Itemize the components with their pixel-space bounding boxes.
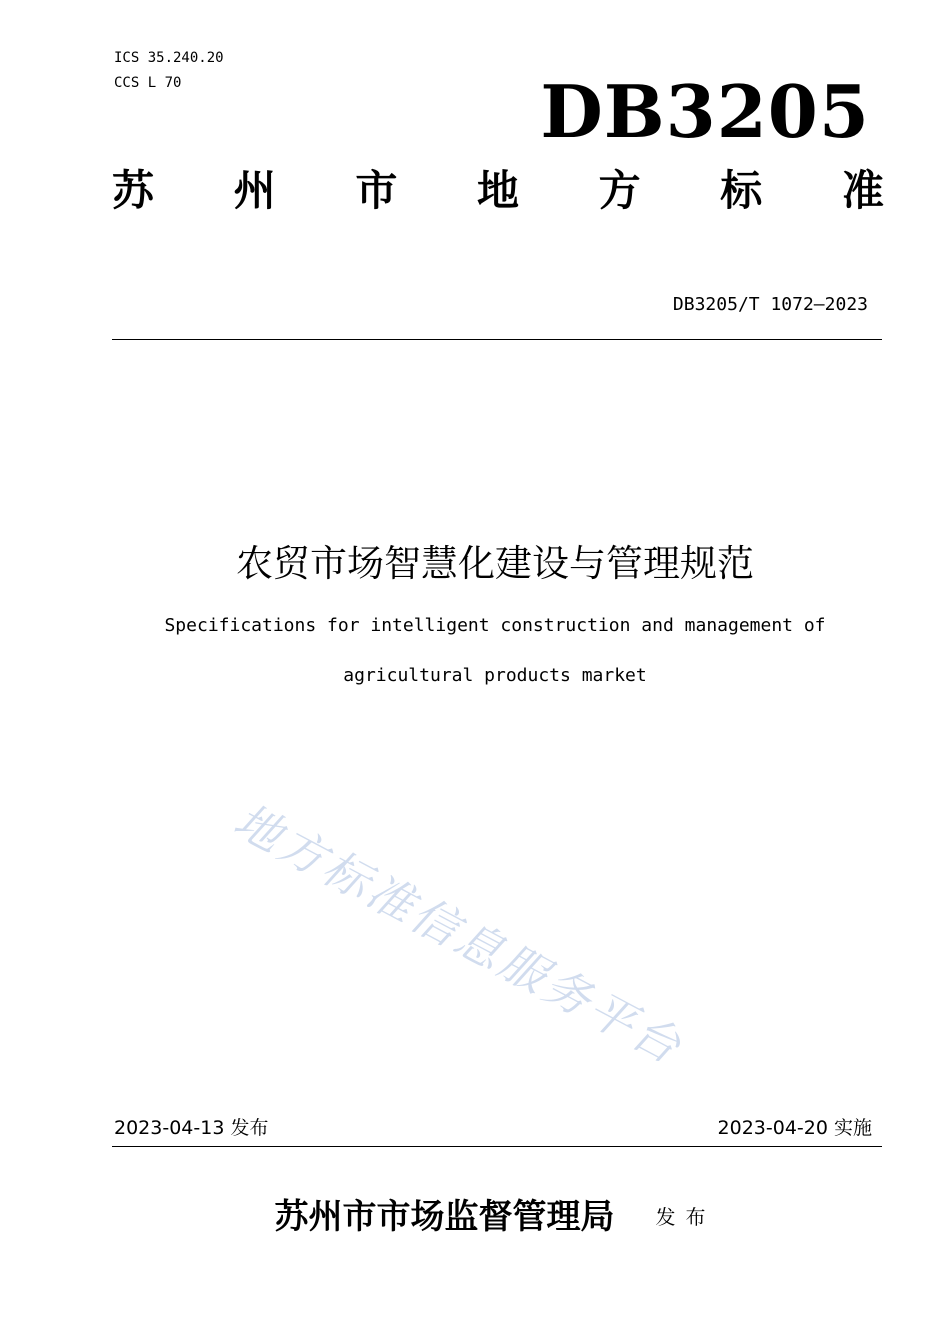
ccs-code: CCS L 70	[114, 75, 182, 91]
standard-type-heading	[112, 164, 884, 218]
watermark: 地方标准信息服务平台	[225, 792, 693, 1076]
top-divider	[112, 339, 882, 340]
implementation-date: 2023-04-20 实施	[717, 1117, 872, 1139]
issuer-row	[0, 1194, 950, 1240]
standard-code-logo: DB3205	[540, 69, 870, 154]
title-english-line-1: Specifications for intelligent construction and management of	[164, 615, 826, 636]
standard-type-char: 苏	[112, 166, 155, 215]
standard-type-char: 地	[476, 166, 519, 215]
issue-date: 2023-04-13 发布	[114, 1117, 269, 1139]
title-chinese: 农贸市场智慧化建设与管理规范	[236, 542, 754, 585]
standard-type-char: 标	[720, 166, 763, 215]
title-english-line-2: agricultural products market	[343, 665, 647, 686]
standard-type-char: 州	[233, 166, 276, 215]
standard-type-char: 市	[355, 166, 398, 215]
bottom-divider	[112, 1146, 882, 1147]
standard-number: DB3205/T 1072—2023	[672, 294, 868, 315]
issue-label: 发布	[655, 1205, 716, 1229]
standard-type-char: 方	[598, 166, 641, 215]
ics-code: ICS 35.240.20	[114, 50, 224, 66]
issuer-name: 苏州市市场监督管理局	[274, 1197, 615, 1237]
standard-type-char: 准	[841, 166, 884, 215]
